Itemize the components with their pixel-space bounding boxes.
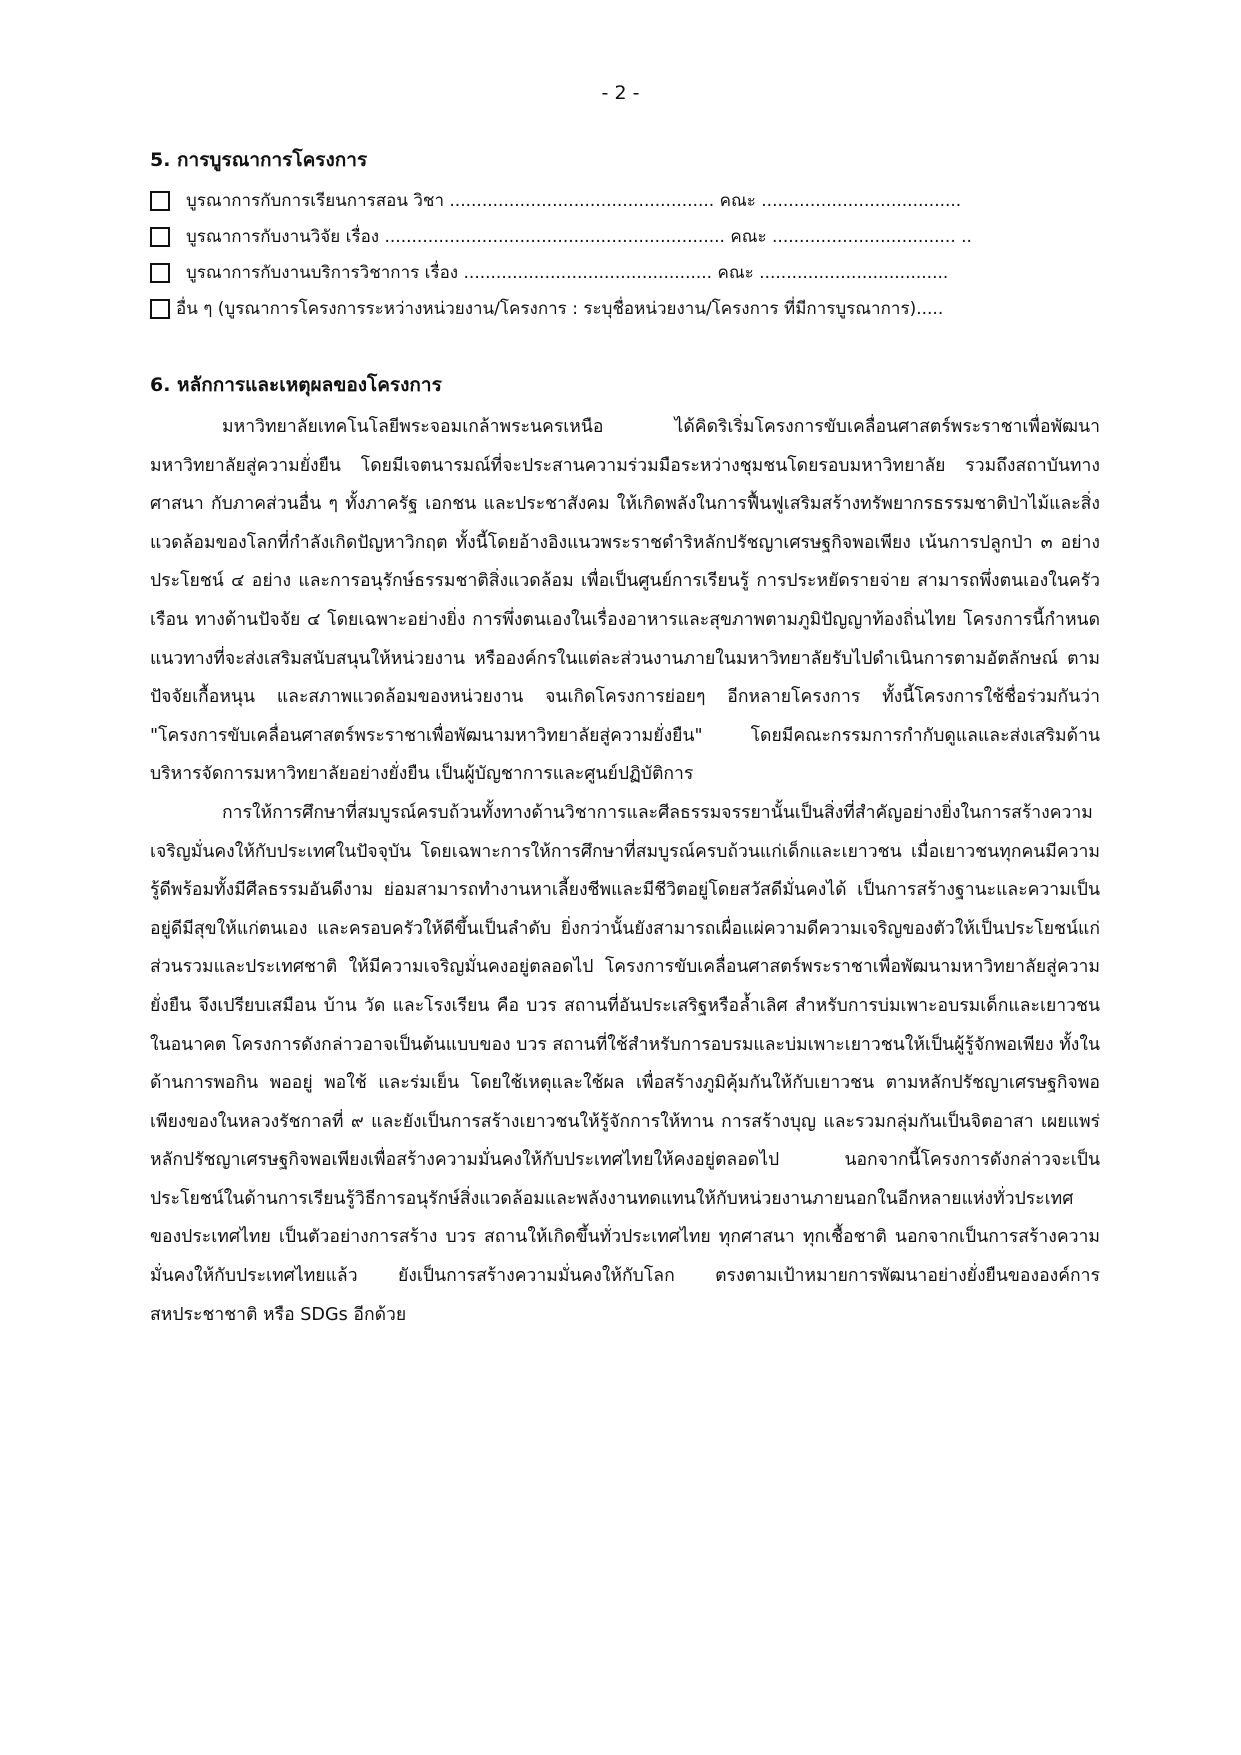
section-5-project-integration [150, 145, 1100, 327]
section-6-heading: 6. หลักการและเหตุผลของโครงการ [150, 374, 442, 396]
checkbox-row-academic-service[interactable] [150, 255, 1100, 291]
section-6-rationale [150, 370, 1100, 1334]
checkbox-academic-service[interactable] [150, 263, 170, 283]
checkbox-research[interactable] [150, 227, 170, 247]
checkbox-row-teaching[interactable] [150, 183, 1100, 219]
checkbox-label-teaching: บูรณาการกับการเรียนการสอน วิชา ................................................. คณะ ..................................... [186, 191, 962, 211]
checkbox-other[interactable] [150, 299, 170, 319]
checkbox-row-research[interactable] [150, 219, 1100, 255]
section-5-heading: 5. การบูรณาการโครงการ [150, 149, 368, 171]
rationale-paragraph-2: การให้การศึกษาที่สมบูรณ์ครบถ้วนทั้งทางด้านวิชาการและศีลธรรมจรรยานั้นเป็นสิ่งที่สำคัญอย่างยิ่งในการสร้างความเจริญมั่นคงให้กับประเทศในปัจจุบัน โดยเฉพาะการให้การศึกษาที่สมบูรณ์ครบถ้วนแก่เด็กและเยาวชน เมื่อเยาวชนทุกคนมีความรู้ดีพร้อมทั้งมีศีลธรรมอันดีงาม ย่อมสามารถทำงานหาเลี้ยงชีพและมีชีวิตอยู่โดยสวัสดีมั่นคงได้ เป็นการสร้างฐานะและความเป็นอยู่ดีมีสุขให้แก่ตนเอง และครอบครัวให้ดีขึ้นเป็นลำดับ ยิ่งกว่านั้นยังสามารถเผื่อแผ่ความดีความเจริญของตัวให้เป็นประโยชน์แก่ส่วนรวมและประเทศชาติ ให้มีความเจริญมั่นคงอยู่ตลอดไป โครงการขับเคลื่อนศาสตร์พระราชาเพื่อพัฒนามหาวิทยาลัยสู่ความยั่งยืน จึงเปรียบเสมือน บ้าน วัด และโรงเรียน คือ บวร สถานที่อันประเสริฐหรือล้ำเลิศ สำหรับการบ่มเพาะอบรมเด็กและเยาวชนในอนาคต โครงการดังกล่าวอาจเป็นต้นแบบของ บวร สถานที่ใช้สำหรับการอบรมและบ่มเพาะเยาวชนให้เป็นผู้รู้จักพอเพียง ทั้งในด้านการพอกิน พออยู่ พอใช้ และร่มเย็น โดยใช้เหตุและใช้ผล เพื่อสร้างภูมิคุ้มกันให้กับเยาวชน ตามหลักปรัชญาเศรษฐกิจพอเพียงของในหลวงรัชกาลที่ ๙ และยังเป็นการสร้างเยาวชนให้รู้จักการให้ทาน การสร้างบุญ และรวมกลุ่มกันเป็นจิตอาสา เผยแพร่หลักปรัชญาเศรษฐกิจพอเพียงเพื่อสร้างความมั่นคงให้กับประเทศไทยให้คงอยู่ตลอดไป นอกจากนี้โครงการดังกล่าวจะเป็นประโยชน์ในด้านการเรียนรู้วิธีการอนุรักษ์สิ่งแวดล้อมและพลังงานทดแทนให้กับหน่วยงานภายนอกในอีกหลายแห่งทั่วประเทศของประเทศไทย เป็นตัวอย่างการสร้าง บวร สถานให้เกิดขึ้นทั่วประเทศไทย ทุกศาสนา ทุกเชื้อชาติ นอกจากเป็นการสร้างความมั่นคงให้กับประเทศไทยแล้ว ยังเป็นการสร้างความมั่นคงให้กับโลก ตรงตามเป้าหมายการพัฒนาอย่างยั่งยืนขององค์การสหประชาชาติ หรือ SDGs อีกด้วย [150, 802, 1100, 1325]
checkbox-row-other[interactable] [150, 291, 1100, 327]
checkbox-teaching[interactable] [150, 191, 170, 211]
checkbox-label-research: บูรณาการกับงานวิจัย เรื่อง ............................................................... คณะ .................................. .. [186, 227, 972, 247]
checkbox-label-other: อื่น ๆ (บูรณาการโครงการระหว่างหน่วยงาน/โครงการ : ระบุชื่อหน่วยงาน/โครงการ ที่มีการบูรณาการ)..... [176, 299, 944, 319]
checkbox-label-academic-service: บูรณาการกับงานบริการวิชาการ เรื่อง .............................................. คณะ ................................... [186, 263, 949, 283]
page-number: - 2 - [601, 82, 640, 104]
rationale-paragraph-1: มหาวิทยาลัยเทคโนโลยีพระจอมเกล้าพระนครเหนือ ได้คิดริเริ่มโครงการขับเคลื่อนศาสตร์พระราชาเพื่อพัฒนามหาวิทยาลัยสู่ความยั่งยืน โดยมีเจตนารมณ์ที่จะประสานความร่วมมือระหว่างชุมชนโดยรอบมหาวิทยาลัย รวมถึงสถาบันทางศาสนา กับภาคส่วนอื่น ๆ ทั้งภาครัฐ เอกชน และประชาสังคม ให้เกิดพลังในการฟื้นฟูเสริมสร้างทรัพยากรธรรมชาติป่าไม้และสิ่งแวดล้อมของโลกที่กำลังเกิดปัญหาวิกฤต ทั้งนี้โดยอ้างอิงแนวพระราชดำริหลักปรัชญาเศรษฐกิจพอเพียง เน้นการปลูกป่า ๓ อย่างประโยชน์ ๔ อย่าง และการอนุรักษ์ธรรมชาติสิ่งแวดล้อม เพื่อเป็นศูนย์การเรียนรู้ การประหยัดรายจ่าย สามารถพึ่งตนเองในครัวเรือน ทางด้านปัจจัย ๔ โดยเฉพาะอย่างยิ่ง การพึ่งตนเองในเรื่องอาหารและสุขภาพตามภูมิปัญญาท้องถิ่นไทย โครงการนี้กำหนดแนวทางที่จะส่งเสริมสนับสนุนให้หน่วยงาน หรือองค์กรในแต่ละส่วนงานภายในมหาวิทยาลัยรับไปดำเนินการตามอัตลักษณ์ ตามปัจจัยเกื้อหนุน และสภาพแวดล้อมของหน่วยงาน จนเกิดโครงการย่อยๆ อีกหลายโครงการ ทั้งนี้โครงการใช้ชื่อร่วมกันว่า "โครงการขับเคลื่อนศาสตร์พระราชาเพื่อพัฒนามหาวิทยาลัยสู่ความยั่งยืน" โดยมีคณะกรรมการกำกับดูแลและส่งเสริมด้านบริหารจัดการมหาวิทยาลัยอย่างยั่งยืน เป็นผู้บัญชาการและศูนย์ปฏิบัติการ [150, 417, 1100, 785]
